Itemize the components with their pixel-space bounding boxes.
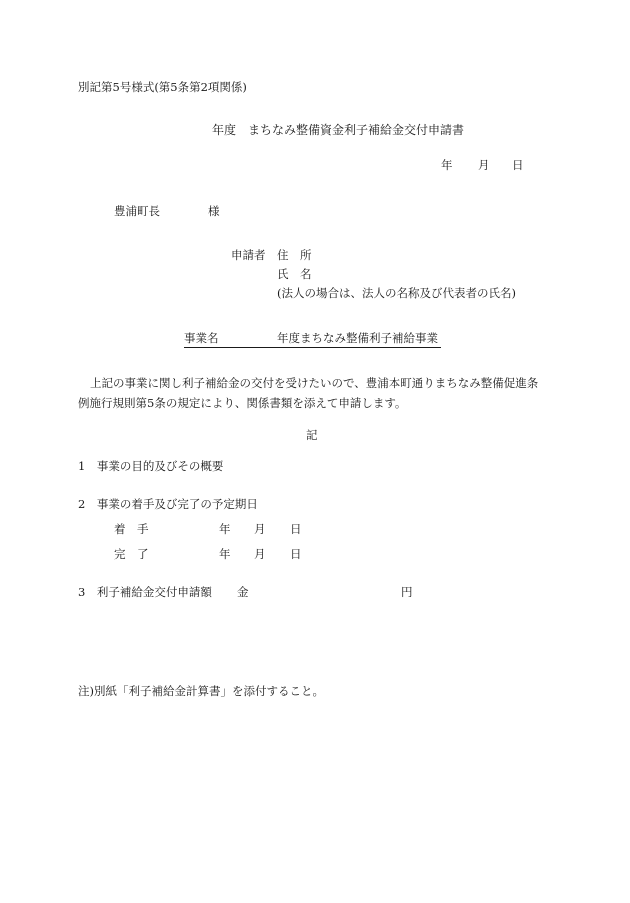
document-title: 年度 まちなみ整備資金利子補給金交付申請書	[212, 123, 465, 137]
project-value: 年度まちなみ整備利子補給事業	[277, 331, 438, 345]
applicant-name-label: 氏 名	[277, 267, 312, 281]
amount-unit: 円	[401, 585, 413, 599]
date-day: 日	[512, 158, 524, 172]
end-month: 月	[254, 547, 266, 561]
ki-heading: 記	[306, 428, 318, 442]
date-month: 月	[478, 158, 490, 172]
body-line-1: 上記の事業に関し利子補給金の交付を受けたいので、豊浦本町通りまちなみ整備促進条	[90, 376, 539, 390]
start-day: 日	[290, 522, 302, 536]
amount-prefix: 金	[237, 585, 249, 599]
project-label: 事業名	[184, 331, 219, 345]
item-2: 2 事業の着手及び完了の予定期日	[78, 497, 258, 511]
start-year: 年	[219, 522, 231, 536]
applicant-label: 申請者	[231, 248, 266, 262]
start-label: 着 手	[114, 522, 149, 536]
item-3: 3 利子補給金交付申請額	[78, 585, 212, 599]
project-name-line	[184, 333, 441, 348]
addressee-honorific: 様	[208, 204, 220, 218]
form-reference: 別記第5号様式(第5条第2項関係)	[78, 80, 247, 94]
start-month: 月	[254, 522, 266, 536]
applicant-note: (法人の場合は、法人の名称及び代表者の氏名)	[277, 286, 516, 300]
end-year: 年	[219, 547, 231, 561]
end-day: 日	[290, 547, 302, 561]
addressee-name: 豊浦町長	[114, 204, 160, 218]
attachment-note: 注)別紙「利子補給金計算書」を添付すること。	[78, 684, 324, 698]
applicant-address-label: 住 所	[277, 248, 312, 262]
body-line-2: 例施行規則第5条の規定により、関係書類を添えて申請します。	[78, 396, 407, 410]
date-year: 年	[441, 158, 453, 172]
item-1: 1 事業の目的及びその概要	[78, 459, 224, 473]
end-label: 完 了	[114, 547, 149, 561]
